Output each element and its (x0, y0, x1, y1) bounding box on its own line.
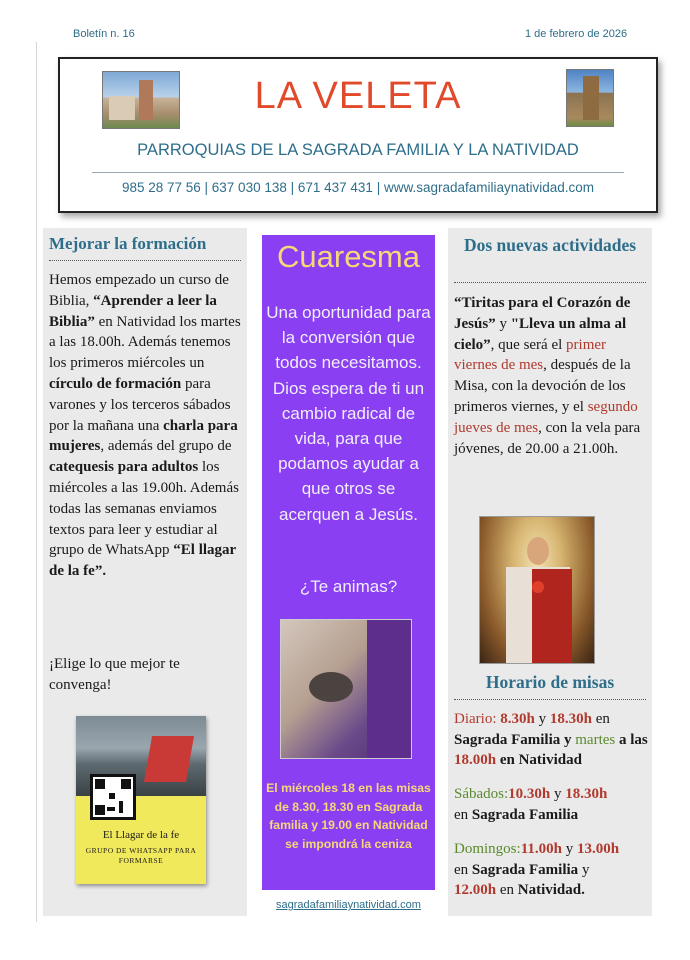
sacred-heart-image (479, 516, 595, 664)
cuaresma-heading: Cuaresma (277, 239, 420, 274)
horario-divider (454, 699, 646, 700)
bulletin-number: Boletín n. 16 (73, 28, 135, 40)
cuaresma-column (262, 235, 435, 890)
masthead (58, 57, 658, 213)
mass-schedule-daily: Diario: 8.30h y 18.30h en Sagrada Familia y martes a las 18.00h en Natividad (454, 711, 648, 768)
poster-subtitle: GRUPO DE WHATSAPP PARA FORMARSE (85, 846, 197, 865)
newsletter-title: LA VELETA (254, 75, 462, 117)
church-photo-right (566, 69, 614, 127)
formacion-heading: Mejorar la formación (49, 234, 207, 253)
website-link[interactable]: sagradafamiliaynatividad.com (276, 899, 421, 911)
actividades-text: “Tiritas para el Corazón de Jesús” y "Lleva un alma al cielo”, que será el primer viernes de mes, después de la Misa, con la devoción de los primeros viernes, y el segundo jueves de mes, con la vela para jóvenes, de 20.00 a 21.00h. (454, 295, 641, 457)
newsletter-subtitle: PARROQUIAS DE LA SAGRADA FAMILIA Y LA NATIVIDAD (137, 141, 579, 159)
ashes-photo (280, 619, 412, 759)
poster-title: El Llagar de la fe (102, 829, 180, 841)
formacion-divider (49, 260, 241, 261)
formacion-closing: ¡Elige lo que mejor te convenga! (49, 656, 180, 693)
masthead-divider (92, 172, 624, 173)
cuaresma-question: ¿Te animas? (299, 577, 398, 596)
formacion-column (43, 228, 247, 916)
cuaresma-text: Una oportunidad para la conversión que todos necesitamos. Dios espera de ti un cambio radical de vida, para que podamos ayudar a que otros se acerquen a Jesús. (266, 303, 431, 524)
mass-schedule-sunday: Domingos:11.00h y 13.00h en Sagrada Familia y 12.00h en Natividad. (454, 841, 620, 898)
page-left-rule (36, 42, 37, 922)
ash-wednesday-note: El miércoles 18 en las misas de 8.30, 18.30 en Sagrada familia y 19.00 en Natividad se impondrá la ceniza (266, 781, 431, 851)
bulletin-date: 1 de febrero de 2026 (525, 28, 628, 40)
actividades-heading: Dos nuevas actividades (463, 235, 637, 255)
actividades-divider (454, 282, 646, 283)
contact-line: 985 28 77 56 | 637 030 138 | 671 437 431 | www.sagradafamiliaynatividad.com (121, 180, 595, 195)
whatsapp-group-poster (76, 716, 206, 884)
formacion-text: Hemos empezado un curso de Biblia, “Aprender a leer la Biblia” en Natividad los martes a las 18.00h. Además tenemos los primeros miércoles un círculo de formación para varones y los terceros sábados por la mañana una charla para mujeres, además del grupo de catequesis para adultos los miércoles a las 19.00h. Además todas las semanas enviamos textos para leer y estudiar al grupo de WhatsApp “El llagar de la fe”. (49, 272, 241, 580)
actividades-column (448, 228, 652, 916)
mass-schedule-saturday: Sábados:10.30h y 18.30h en Sagrada Familia (454, 786, 608, 823)
horario-heading: Horario de misas (485, 672, 615, 692)
qr-code-icon (90, 774, 136, 820)
